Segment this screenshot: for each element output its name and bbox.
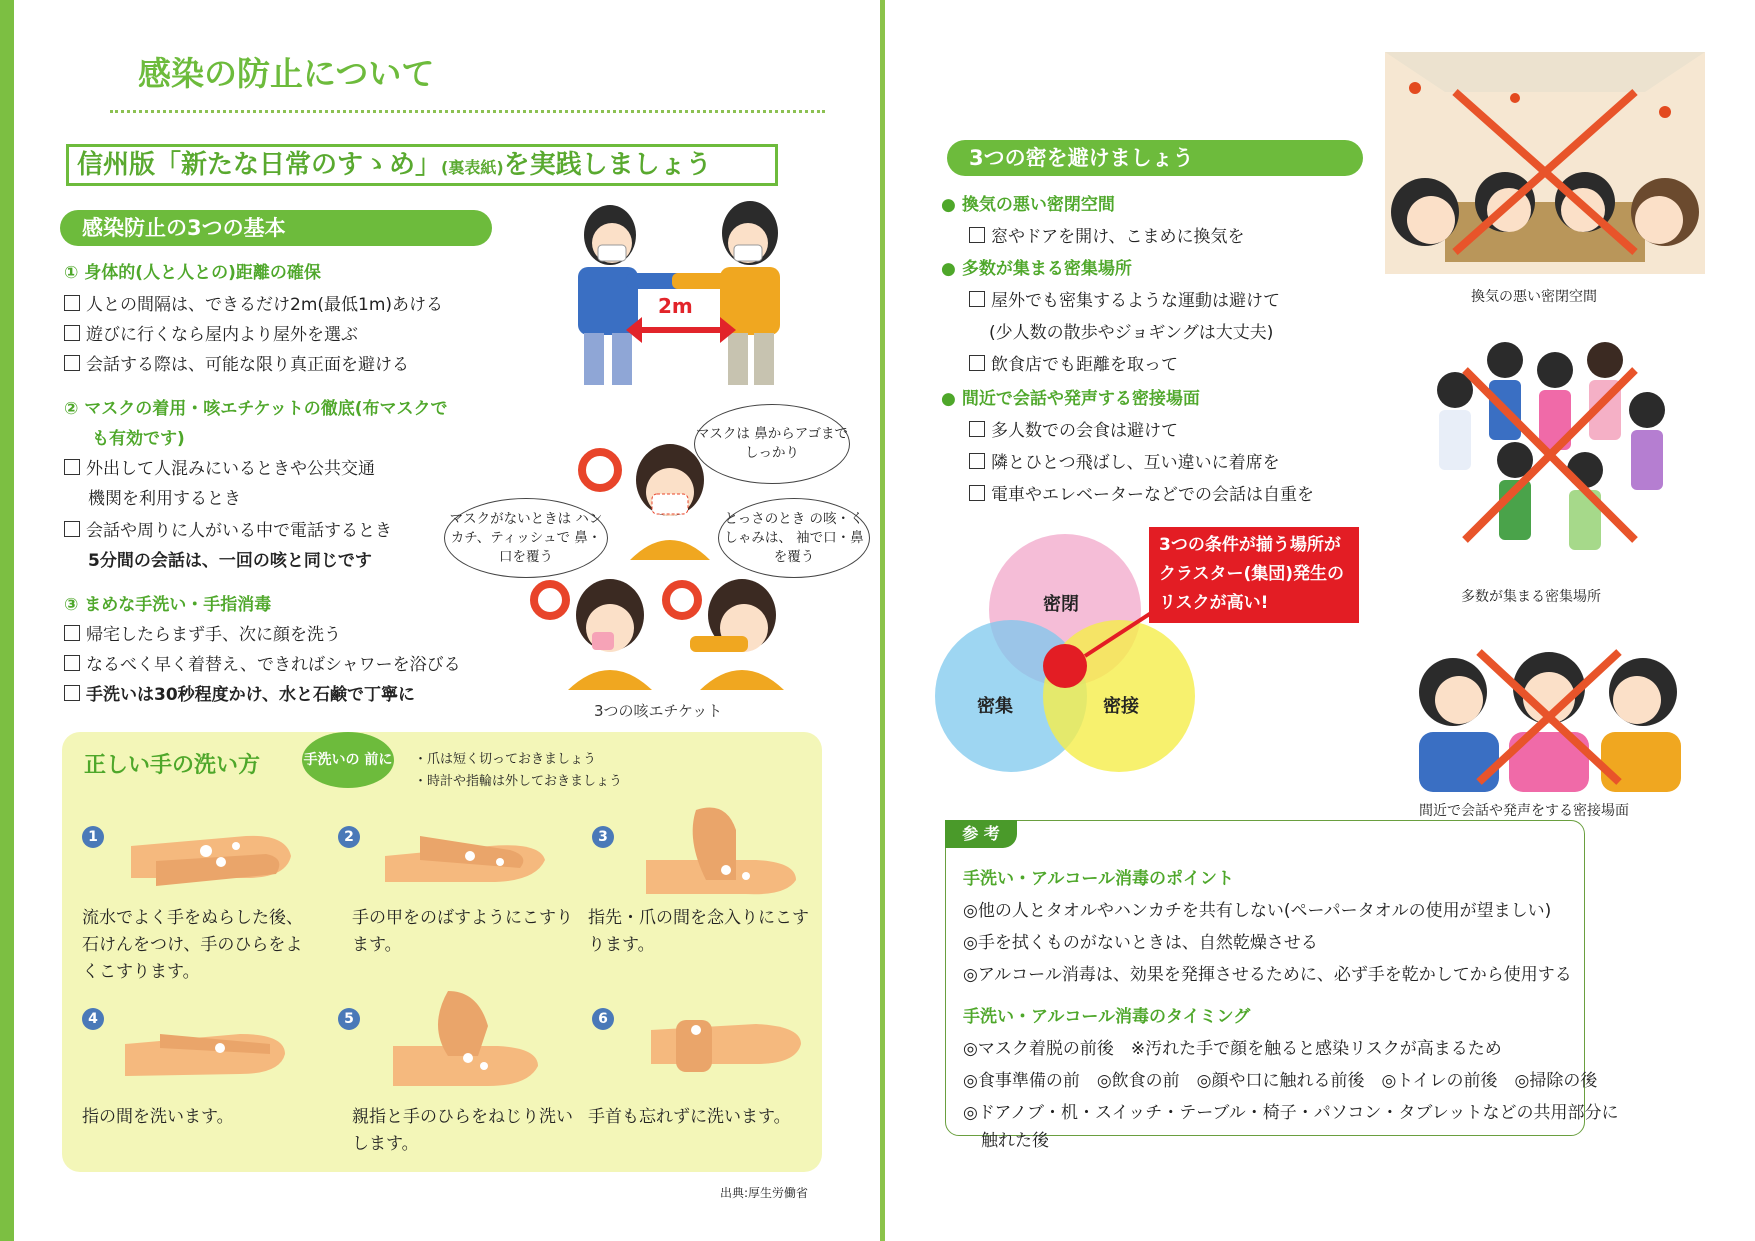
venn-label-crowded: 密集 — [977, 696, 1013, 717]
distance-label: 2m — [658, 294, 693, 318]
group-heading: ● 多数が集まる密集場所 — [941, 254, 1132, 279]
caption-close-contact: 間近で会話や発声をする密接場面 — [1419, 803, 1629, 819]
before-washing-pill: 手洗いの 前に — [302, 732, 394, 788]
ok-circle-icon — [534, 584, 566, 616]
step-text: 指先・爪の間を念入りにこすります。 — [588, 908, 809, 955]
step-number: 3 — [592, 826, 614, 848]
person-right — [672, 201, 780, 385]
caption-crowded-place: 多数が集まる密集場所 — [1461, 589, 1601, 605]
reference-tab: 参 考 — [945, 820, 1017, 848]
step-text: 指の間を洗います。 — [82, 1107, 234, 1127]
banner-tail: を実践しましょう — [503, 150, 712, 180]
reference-line: ◎他の人とタオルやハンカチを共有しない(ペーパータオルの使用が望ましい) — [963, 901, 1552, 921]
group-item: 隣とひとつ飛ばし、互い違いに着席を — [969, 448, 1280, 473]
step-text: 手首も忘れずに洗います。 — [588, 1107, 791, 1127]
step-number: 4 — [82, 1008, 104, 1030]
ok-circle-icon — [582, 452, 618, 488]
section2-item1: 外出して人混みにいるときや公共交通 — [64, 454, 375, 479]
basics-pill: 感染防止の3つの基本 — [60, 210, 492, 246]
section1-heading: ① 身体的(人と人との)距離の確保 — [64, 263, 321, 283]
section3-item: 帰宅したらまず手、次に顔を洗う — [64, 620, 341, 645]
reference-line: ◎手を拭くものがないときは、自然乾燥させる — [963, 933, 1318, 953]
group-item: 電車やエレベーターなどでの会話は自重を — [969, 480, 1314, 505]
section2-heading-line1: ② マスクの着用・咳エチケットの徹底(布マスクで — [64, 399, 448, 419]
fingertips-icon — [636, 800, 806, 900]
banner-small: (裏表紙) — [441, 158, 504, 177]
title-divider — [110, 110, 825, 113]
step-number: 2 — [338, 826, 360, 848]
section1-item: 遊びに行くなら屋内より屋外を選ぶ — [64, 320, 358, 345]
group-item: 窓やドアを開け、こまめに換気を — [969, 222, 1244, 247]
step-number: 5 — [338, 1008, 360, 1030]
bubble-no-mask: マスクがないときは ハンカチ、ティッシュで 鼻・口を覆う — [444, 498, 608, 578]
hand-palms-icon — [126, 816, 296, 894]
venn-label-closed: 密閉 — [1043, 594, 1079, 615]
banner-main: 信州版「新たな日常のすゝめ」 — [77, 150, 442, 180]
reference-line: ◎アルコール消毒は、効果を発揮させるために、必ず手を乾かしてから使用する — [963, 965, 1572, 985]
step-text: 手の甲をのばすようにこすります。 — [352, 908, 573, 955]
girl-handkerchief — [568, 579, 652, 690]
handwash-title: 正しい手の洗い方 — [84, 753, 261, 778]
close-contact-illustration — [1409, 632, 1689, 792]
step-number: 1 — [82, 826, 104, 848]
reference-line: ◎ドアノブ・机・スイッチ・テーブル・椅子・パソコン・タブレットなどの共用部分に — [963, 1103, 1619, 1123]
bubble-mask-nose: マスクは 鼻からアゴまで しっかり — [694, 404, 850, 484]
section1-item: 人との間隔は、できるだけ2m(最低1m)あける — [64, 290, 443, 315]
closed-space-illustration — [1385, 52, 1705, 274]
three-cs-pill: 3つの密を避けましょう — [947, 140, 1363, 176]
group-item: 飲食店でも距離を取って — [969, 350, 1178, 375]
left-edge-strip — [0, 0, 14, 1241]
crowded-place-illustration — [1425, 330, 1675, 560]
section2-item2-cont: 5分間の会話は、一回の咳と同じです — [88, 551, 372, 571]
between-fingers-icon — [120, 1004, 290, 1084]
handwash-tip: ・時計や指輪は外しておきましょう — [414, 774, 623, 789]
handwash-tip: ・爪は短く切っておきましょう — [414, 752, 597, 767]
ok-circle-icon — [666, 584, 698, 616]
source-note: 出典:厚生労働省 — [720, 1186, 809, 1200]
page-title: 感染の防止について — [138, 54, 435, 93]
section3-heading: ③ まめな手洗い・手指消毒 — [64, 595, 272, 615]
reference-heading: 手洗い・アルコール消毒のポイント — [963, 869, 1234, 889]
group-heading: ● 換気の悪い密閉空間 — [941, 190, 1115, 215]
reference-heading: 手洗い・アルコール消毒のタイミング — [963, 1007, 1251, 1027]
reference-line: ◎マスク着脱の前後 ※汚れた手で顔を触ると感染リスクが高まるため — [963, 1039, 1502, 1059]
caption-closed-space: 換気の悪い密閉空間 — [1471, 289, 1597, 305]
step-number: 6 — [592, 1008, 614, 1030]
right-page — [885, 0, 1755, 1241]
section2-item1-cont: 機関を利用するとき — [88, 489, 241, 509]
step-text: 流水でよく手をぬらした後、石けんをつけ、手のひらをよくこすります。 — [82, 908, 303, 982]
etiquette-caption: 3つの咳エチケット — [594, 702, 723, 720]
reference-line: 触れた後 — [981, 1131, 1049, 1151]
hand-back-icon — [380, 816, 550, 894]
girl-sleeve — [690, 579, 784, 690]
section2-heading-line2: も有効です) — [92, 429, 185, 449]
section2-item2: 会話や周りに人がいる中で電話するとき — [64, 516, 392, 541]
venn-label-contact: 密接 — [1103, 696, 1139, 717]
group-item-note: (少人数の散歩やジョギングは大丈夫) — [989, 323, 1274, 343]
thumb-twist-icon — [388, 986, 548, 1096]
group-item: 多人数での会食は避けて — [969, 416, 1178, 441]
bubble-sleeve: とっさのとき の咳・くしゃみは、 袖で口・鼻を覆う — [718, 498, 870, 578]
cluster-warning: 3つの条件が揃う場所がクラスター(集団)発生のリスクが高い! — [1149, 527, 1359, 623]
venn-center — [1043, 644, 1087, 688]
section3-item: なるべく早く着替え、できればシャワーを浴びる — [64, 650, 461, 675]
wrist-icon — [646, 1000, 806, 1090]
reference-line: ◎食事準備の前 ◎飲食の前 ◎顔や口に触れる前後 ◎トイレの前後 ◎掃除の後 — [963, 1071, 1598, 1091]
section3-item: 手洗いは30秒程度かけ、水と石鹸で丁寧に — [64, 680, 415, 705]
step-text: 親指と手のひらをねじり洗いします。 — [352, 1107, 573, 1154]
group-item: 屋外でも密集するような運動は避けて — [969, 286, 1280, 311]
practice-banner — [66, 144, 778, 186]
group-heading: ● 間近で会話や発声する密接場面 — [941, 384, 1200, 409]
section1-item: 会話する際は、可能な限り真正面を避ける — [64, 350, 409, 375]
